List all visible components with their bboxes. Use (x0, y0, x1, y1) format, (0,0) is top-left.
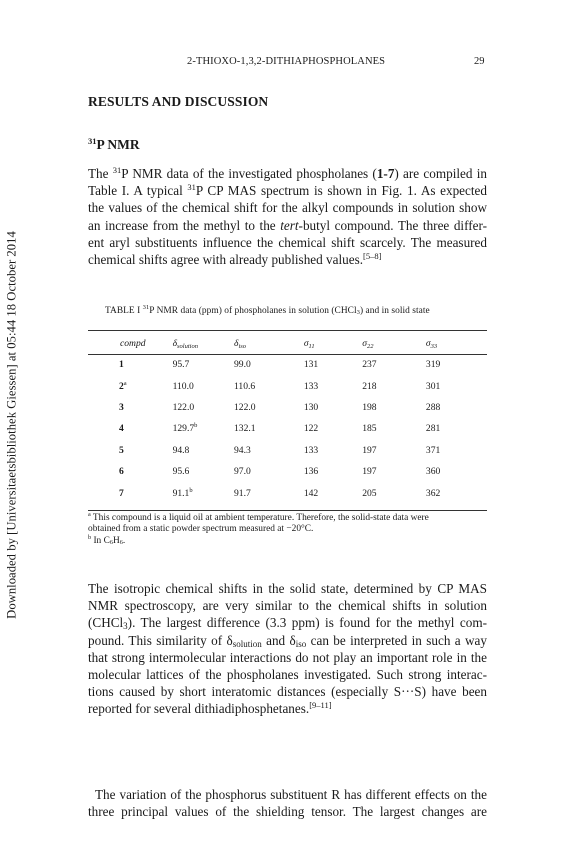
table-row (88, 375, 487, 396)
cell-compd: 7 (119, 487, 124, 499)
cell-delta-solution: 94.8 (172, 444, 190, 456)
text-line: ent aryl substituents influence the chemical shift scarcely. The measured (88, 234, 487, 250)
table-footnote-b: $^b$ In $C_6H_6$. (88, 534, 126, 546)
text-line: reported for several dithiadiphosphetanes.[9–11] (88, 700, 332, 717)
table-row (88, 482, 487, 503)
cell-delta-iso: 99.0 (233, 359, 251, 371)
running-title: 2-THIOXO-1,3,2-DITHIAPHOSPHOLANES (187, 56, 386, 67)
cell-sigma-33: 362 (425, 487, 441, 499)
cell-delta-iso: 132.1 (233, 423, 256, 435)
table-row (88, 440, 487, 461)
paragraph-nmr-data (88, 165, 487, 268)
cell-sigma-11: 142 (303, 487, 319, 499)
text-line: The variation of the phosphorus substituent R has different effects on the (95, 787, 487, 802)
cell-sigma-33: 319 (425, 359, 441, 371)
col-header-sigma-33: $\sigma_{33}$ (425, 337, 438, 350)
table-row (88, 397, 487, 418)
cell-sigma-33: 301 (425, 380, 441, 392)
cell-delta-iso: 122.0 (233, 401, 256, 413)
cell-sigma-22: 237 (362, 359, 377, 371)
text-line: The isotropic chemical shifts in the solid state, determined by CP MAS (88, 581, 487, 596)
cell-delta-iso: 97.0 (233, 466, 251, 478)
col-header-compd: compd (120, 337, 146, 349)
cell-compd: 4 (119, 423, 124, 435)
text-line: that strong intermolecular interactions do not play an important role in the (88, 649, 487, 665)
cell-sigma-33: 360 (425, 466, 441, 478)
cell-sigma-22: 205 (362, 487, 377, 499)
cell-delta-solution: 110.0 (172, 380, 194, 392)
cell-sigma-11: 136 (303, 466, 319, 478)
cell-sigma-33: 281 (425, 423, 441, 435)
col-header-sigma-22: $\sigma_{22}$ (362, 337, 374, 350)
text-line: three principal values of the shielding tensor. The largest changes are (88, 804, 487, 820)
table-bottom-rule (88, 510, 487, 511)
cell-sigma-11: 122 (303, 423, 319, 435)
cell-sigma-22: 197 (362, 444, 377, 456)
table-caption: TABLE I $^{31}$P NMR data (ppm) of phospholanes in solution (CHCl$_3$) and in solid state (105, 304, 430, 316)
cell-sigma-33: 371 (425, 444, 441, 456)
nmr-data-table (88, 333, 487, 504)
table-top-rule (88, 330, 487, 331)
cell-delta-solution: 122.0 (172, 401, 195, 413)
cell-sigma-22: 185 (362, 423, 377, 435)
cell-sigma-22: 218 (362, 380, 377, 392)
cell-compd: 3 (119, 401, 124, 413)
cell-compd: 5 (119, 444, 124, 456)
text-line: The $^{31}$P NMR data of the investigated phospholanes (1-7) are compiled in (88, 165, 487, 181)
text-line: pound. This similarity of $\delta_{solution}$ and $\delta_{iso}$ can be interpreted in such a way (88, 632, 487, 649)
cell-delta-solution: 95.7 (172, 359, 190, 371)
cell-delta-iso: 110.6 (233, 380, 256, 392)
page-number: 29 (474, 56, 485, 67)
cell-sigma-11: 130 (303, 401, 319, 413)
cell-sigma-11: 133 (303, 444, 319, 456)
text-line: an increase from the methyl to the tert-butyl compound. The three differ- (88, 217, 487, 233)
text-line: chemical shifts agree with already published values.[5–8] (88, 250, 382, 267)
section-heading: RESULTS AND DISCUSSION (88, 94, 269, 109)
table-footnote-a: $^a$ This compound is a liquid oil at ambient temperature. Therefore, the solid-state data were obtained from a static powder spectrum measured at −20°C. (88, 511, 429, 535)
table-row (88, 461, 487, 482)
paragraph-substituent-variation (88, 786, 487, 820)
subsection-heading: $^{31}$P NMR (88, 136, 140, 152)
paragraph-isotropic-shifts (88, 580, 487, 718)
table-header-row (88, 333, 487, 353)
table-row (88, 353, 487, 375)
download-notice-sidebar (2, 0, 22, 865)
cell-compd: 6 (119, 466, 124, 478)
cell-delta-iso: 91.7 (233, 487, 251, 499)
cell-sigma-22: 198 (362, 401, 377, 413)
cell-delta-iso: 94.3 (233, 444, 251, 456)
cell-sigma-22: 197 (362, 466, 377, 478)
cell-compd: 1 (119, 359, 124, 371)
text-line: NMR spectroscopy, are very similar to the chemical shifts in solution (88, 598, 487, 614)
cell-compd: 2$^a$ (119, 379, 127, 392)
table-row (88, 418, 487, 439)
text-line: (CHCl$_3$). The largest difference (3.3 ppm) is found for the methyl com- (88, 615, 487, 632)
cell-sigma-33: 288 (425, 401, 441, 413)
download-notice: Downloaded by [Universitaetsbibliothek Giessen] at 05:44 18 October 2014 (4, 231, 19, 619)
cell-delta-solution: 129.7$^b$ (172, 422, 198, 435)
text-line: tions caused by short interatomic distances (especially S···S) have been (88, 684, 487, 700)
text-line: molecular lattices of the phospholanes investigated. Such strong interac- (88, 666, 487, 682)
cell-sigma-11: 131 (303, 359, 319, 371)
cell-delta-solution: 91.1$^b$ (172, 486, 193, 499)
text-line: Table I. A typical $^{31}$P CP MAS spectrum is shown in Fig. 1. As expected (88, 182, 487, 199)
text-line: the values of the chemical shift for the alkyl compounds in solution show (88, 200, 487, 216)
col-header-delta-solution: $\delta_{solution}$ (172, 337, 198, 350)
col-header-sigma-11: $\sigma_{11}$ (303, 337, 315, 350)
cell-sigma-11: 133 (303, 380, 319, 392)
cell-delta-solution: 95.6 (172, 466, 190, 478)
col-header-delta-iso: $\delta_{iso}$ (233, 337, 247, 350)
